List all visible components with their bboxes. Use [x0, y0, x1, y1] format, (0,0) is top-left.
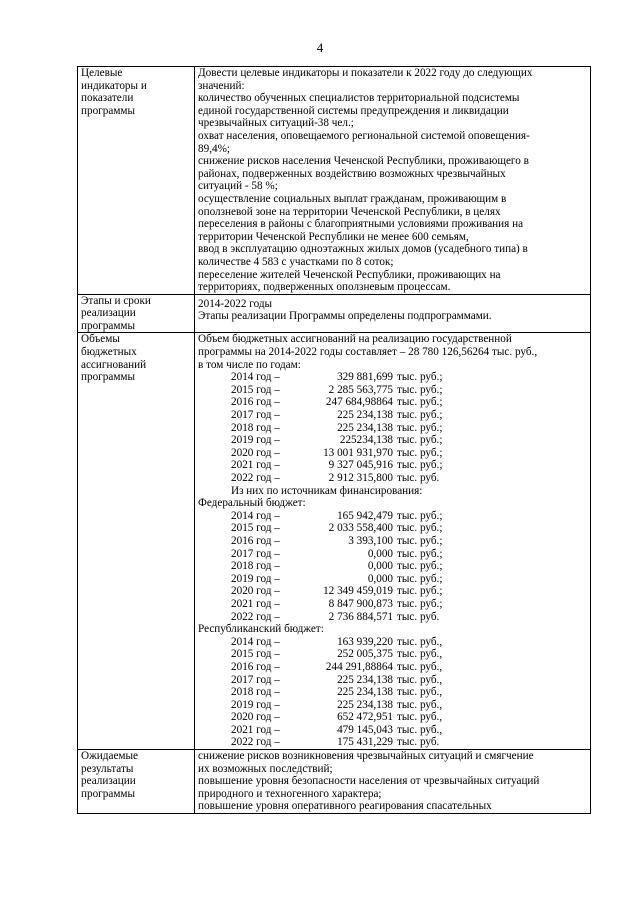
finance-year: 2021 год –: [231, 723, 280, 736]
finance-year: 2019 год –: [231, 698, 280, 711]
finance-row: [198, 459, 587, 472]
finance-row: [198, 371, 587, 384]
finance-amount: 0,000: [367, 572, 393, 585]
finance-amount: 252 005,375: [337, 648, 393, 661]
finance-amount: 329 881,699: [337, 371, 393, 384]
finance-year: 2019 год –: [231, 572, 280, 585]
row-label-line: Этапы и сроки: [81, 294, 151, 307]
result-line: повышение уровня оперативного реагирования спасательных: [198, 800, 492, 813]
finance-amount: 0,000: [367, 560, 393, 573]
row-label-line: программы: [81, 104, 135, 117]
finance-amount: 2 736 884,571: [328, 610, 393, 623]
finance-year: 2017 год –: [231, 547, 280, 560]
finance-year: 2022 год –: [231, 472, 280, 484]
budget-intro-line: в том числе по годам:: [198, 358, 301, 371]
finance-year: 2015 год –: [231, 383, 280, 396]
budget-intro-line: Объем бюджетных ассигнований на реализацию государственной: [198, 333, 512, 346]
finance-unit: тыс. руб.;: [397, 409, 443, 422]
finance-row: [198, 434, 587, 447]
indicator-line: переселение жителей Чеченской Республики, проживающих на: [198, 268, 501, 281]
finance-row: [198, 472, 587, 485]
row-label-line: показатели: [81, 92, 134, 105]
finance-amount: 225 234,138: [337, 421, 393, 434]
finance-amount: 0,000: [367, 547, 393, 560]
finance-unit: тыс. руб.;: [397, 434, 443, 447]
finance-amount: 225 234,138: [337, 698, 393, 711]
row-content-cell: [195, 750, 591, 814]
finance-amount: 225234,138: [339, 434, 393, 447]
finance-row: [198, 648, 587, 661]
result-line: снижение рисков возникновения чрезвычайных ситуаций и смягчение: [198, 750, 534, 763]
finance-year: 2018 год –: [231, 421, 280, 434]
row-label-line: программы: [81, 787, 135, 800]
finance-year: 2017 год –: [231, 673, 280, 686]
finance-row: [198, 724, 587, 737]
finance-year: 2014 год –: [231, 371, 280, 384]
finance-amount: 9 327 045,916: [328, 459, 393, 472]
finance-amount: 225 234,138: [337, 673, 393, 686]
finance-amount: 225 234,138: [337, 686, 393, 699]
finance-unit: тыс. руб.;: [397, 560, 443, 573]
table-row: [78, 750, 591, 814]
finance-year: 2020 год –: [231, 446, 280, 459]
result-line: природного и техногенного характера;: [198, 787, 382, 800]
finance-unit: тыс. руб.;: [397, 371, 443, 384]
row-label-line: бюджетных: [81, 346, 137, 359]
finance-unit: тыс. руб.;: [397, 522, 443, 535]
finance-year: 2016 год –: [231, 534, 280, 547]
finance-year: 2018 год –: [231, 686, 280, 699]
stages-period: 2014-2022 годы: [198, 297, 273, 310]
indicator-line: Довести целевые индикаторы и показатели к 2022 году до следующих: [198, 67, 533, 79]
finance-unit: тыс. руб.;: [397, 383, 443, 396]
finance-year: 2015 год –: [231, 648, 280, 661]
row-label-line: реализации: [81, 775, 136, 788]
finance-amount: 2 285 563,775: [328, 383, 393, 396]
finance-year: 2016 год –: [231, 660, 280, 673]
finance-amount: 2 912 315,800: [328, 472, 393, 484]
indicator-line: территории Чеченской Республики не менее 600 семьям,: [198, 230, 469, 243]
finance-unit: тыс. руб.;: [397, 421, 443, 434]
indicator-line: единой государственной системы предупреждения и ликвидации: [198, 104, 509, 117]
totals-list: [198, 371, 587, 484]
finance-unit: тыс. руб.,: [397, 648, 443, 661]
finance-amount: 12 349 459,019: [323, 585, 393, 598]
finance-year: 2014 год –: [231, 635, 280, 648]
finance-row: [198, 384, 587, 397]
indicator-line: снижение рисков населения Чеченской Республики, проживающего в: [198, 155, 529, 168]
result-line: повышение уровня безопасности населения от чрезвычайных ситуаций: [198, 775, 540, 788]
finance-unit: тыс. руб.;: [397, 459, 443, 472]
finance-year: 2014 год –: [231, 509, 280, 522]
indicator-line: оползневой зоне на территории Чеченской Республики, в целях: [198, 205, 501, 218]
finance-row: [198, 699, 587, 712]
indicator-line: значений:: [198, 79, 245, 92]
finance-row: [198, 598, 587, 611]
row-content-cell: [195, 333, 591, 750]
finance-amount: 2 033 558,400: [328, 522, 393, 535]
finance-unit: тыс. руб.;: [397, 597, 443, 610]
page-number: 4: [316, 40, 324, 55]
finance-row: [198, 611, 587, 624]
finance-row: [198, 422, 587, 435]
finance-row: [198, 686, 587, 699]
federal-list: [198, 510, 587, 623]
row-label-line: Ожидаемые: [81, 750, 138, 763]
finance-unit: тыс. руб.;: [397, 509, 443, 522]
row-label-line: Объемы: [81, 333, 120, 346]
stages-note: Этапы реализации Программы определены подпрограммами.: [198, 310, 492, 323]
finance-year: 2022 год –: [231, 610, 280, 623]
finance-year: 2016 год –: [231, 396, 280, 409]
finance-unit: тыс. руб.;: [397, 446, 443, 459]
finance-row: [198, 548, 587, 561]
row-content-cell: [195, 67, 591, 295]
program-passport-table: [77, 66, 591, 814]
row-content-cell: [195, 294, 591, 333]
finance-amount: 165 942,479: [337, 509, 393, 522]
finance-unit: тыс. руб.,: [397, 673, 443, 686]
finance-unit: тыс. руб.;: [397, 572, 443, 585]
finance-year: 2019 год –: [231, 434, 280, 447]
indicator-line: 89,4%;: [198, 142, 231, 155]
finance-amount: 479 145,043: [337, 723, 393, 736]
indicator-line: количестве 4 583 с участками по 8 соток;: [198, 255, 394, 268]
sources-heading: Из них по источникам финансирования:: [231, 484, 423, 497]
row-label-line: результаты: [81, 762, 134, 775]
finance-amount: 652 472,951: [337, 711, 393, 724]
finance-unit: тыс. руб.: [397, 610, 440, 623]
finance-year: 2020 год –: [231, 585, 280, 598]
budget-intro-line: программы на 2014-2022 годы составляет – 28 780 126,56264 тыс. руб.,: [198, 346, 538, 359]
finance-unit: тыс. руб.,: [397, 635, 443, 648]
finance-row: [198, 396, 587, 409]
indicator-line: количество обученных специалистов территориальной подсистемы: [198, 92, 520, 105]
indicator-line: ситуаций - 58 %;: [198, 180, 278, 193]
finance-unit: тыс. руб.;: [397, 547, 443, 560]
row-label-line: индикаторы и: [81, 79, 147, 92]
finance-row: [198, 636, 587, 649]
finance-row: [198, 674, 587, 687]
finance-row: [198, 573, 587, 586]
indicator-line: чрезвычайных ситуаций-38 чел.;: [198, 117, 354, 130]
finance-amount: 3 393,100: [348, 534, 393, 547]
table-row: [78, 294, 591, 333]
finance-unit: тыс. руб.;: [397, 585, 443, 598]
finance-row: [198, 585, 587, 598]
finance-row: [198, 560, 587, 573]
finance-row: [198, 447, 587, 460]
finance-unit: тыс. руб.: [397, 736, 440, 749]
indicator-line: территориях, подверженных оползневым процессам.: [198, 281, 451, 294]
result-line: их возможных последствий;: [198, 762, 333, 775]
finance-unit: тыс. руб.: [397, 472, 440, 484]
finance-year: 2018 год –: [231, 560, 280, 573]
finance-amount: 244 291,88864: [325, 660, 393, 673]
row-label-line: реализации: [81, 307, 136, 320]
row-label-cell: [78, 333, 195, 750]
row-label-line: Целевые: [81, 67, 123, 79]
finance-year: 2022 год –: [231, 736, 280, 749]
finance-row: [198, 711, 587, 724]
finance-row: [198, 661, 587, 674]
indicator-line: переселения в районы с благоприятными условиями проживания на: [198, 218, 524, 231]
row-label-line: программы: [81, 371, 135, 384]
row-label-cell: [78, 67, 195, 295]
indicator-line: охват населения, оповещаемого региональной системой оповещения-: [198, 129, 530, 142]
finance-amount: 13 001 931,970: [323, 446, 393, 459]
finance-amount: 8 847 900,873: [328, 597, 393, 610]
indicator-line: районах, подверженных воздействию возможных чрезвычайных: [198, 167, 506, 180]
finance-unit: тыс. руб.;: [397, 396, 443, 409]
row-label-cell: [78, 750, 195, 814]
finance-year: 2017 год –: [231, 409, 280, 422]
finance-row: [198, 736, 587, 749]
finance-year: 2020 год –: [231, 711, 280, 724]
row-label-line: ассигнований: [81, 358, 147, 371]
finance-unit: тыс. руб.,: [397, 711, 443, 724]
finance-unit: тыс. руб.,: [397, 723, 443, 736]
finance-row: [198, 510, 587, 523]
finance-unit: тыс. руб.,: [397, 686, 443, 699]
finance-amount: 175 431,229: [337, 736, 393, 749]
republic-list: [198, 636, 587, 749]
finance-unit: тыс. руб.,: [397, 698, 443, 711]
finance-unit: тыс. руб.,: [397, 660, 443, 673]
indicator-line: осуществление социальных выплат гражданам, проживающим в: [198, 192, 507, 205]
federal-heading: Федеральный бюджет:: [198, 497, 306, 510]
table-row: [78, 333, 591, 750]
finance-year: 2015 год –: [231, 522, 280, 535]
finance-year: 2021 год –: [231, 459, 280, 472]
finance-amount: 225 234,138: [337, 409, 393, 422]
finance-row: [198, 409, 587, 422]
table-row: [78, 67, 591, 295]
finance-amount: 163 939,220: [337, 635, 393, 648]
finance-row: [198, 535, 587, 548]
indicator-line: ввод в эксплуатацию одноэтажных жилых домов (усадебного типа) в: [198, 243, 528, 256]
finance-unit: тыс. руб.;: [397, 534, 443, 547]
row-label-cell: [78, 294, 195, 333]
finance-row: [198, 522, 587, 535]
finance-amount: 247 684,98864: [325, 396, 393, 409]
row-label-line: программы: [81, 319, 135, 332]
finance-year: 2021 год –: [231, 597, 280, 610]
republic-heading: Республиканский бюджет:: [198, 623, 324, 636]
